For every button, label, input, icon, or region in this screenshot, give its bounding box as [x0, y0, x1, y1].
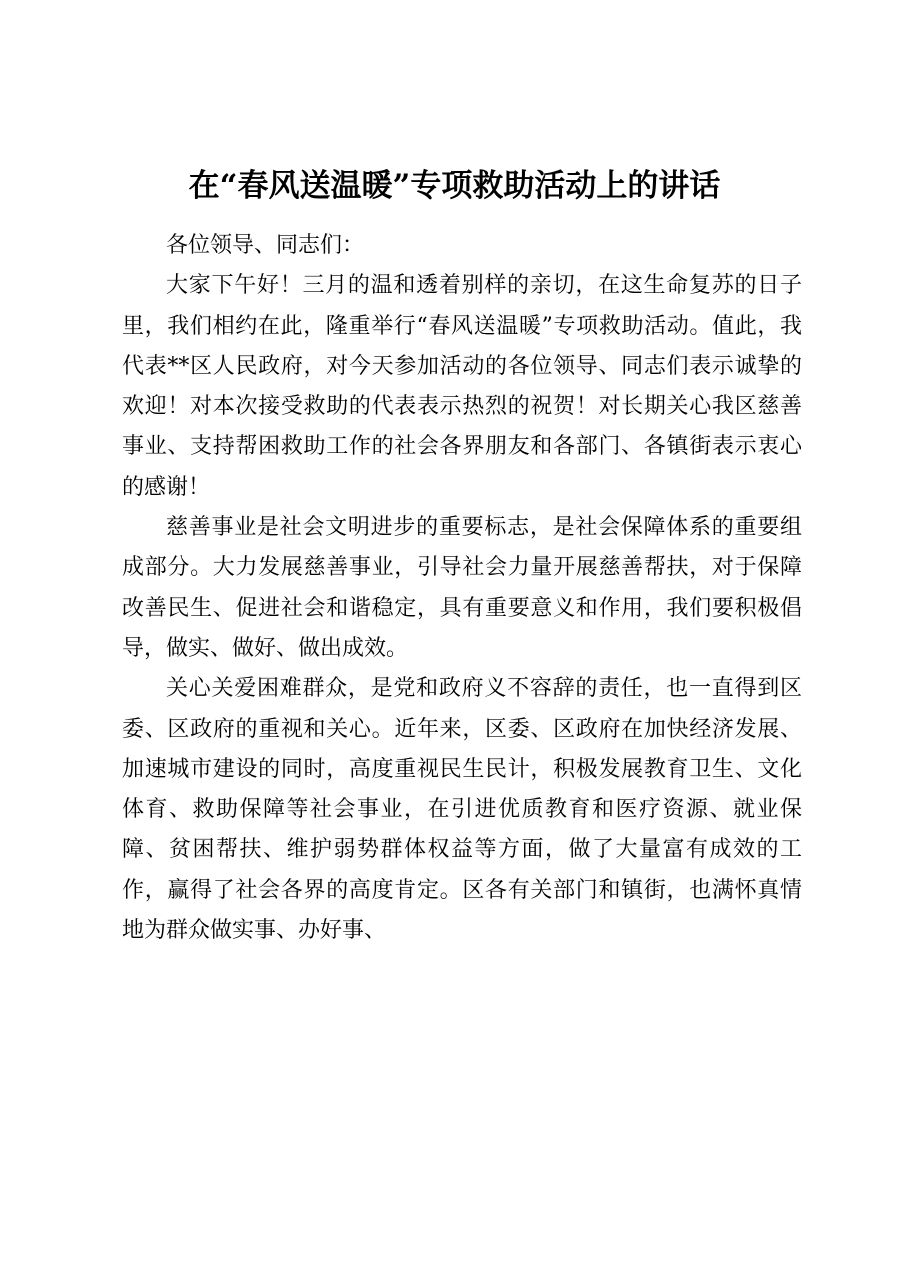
paragraph-1: 大家下午好！三月的温和透着别样的亲切，在这生命复苏的日子里，我们相约在此，隆重举行“春风送温暖”专项救助活动。值此，我代表**区人民政府，对今天参加活动的各位领导、同志们表示诚挚的欢迎！对本次接受救助的代表表示热烈的祝贺！对长期关心我区慈善事业、支持帮困救助工作的社会各界朋友和各部门、各镇街表示衷心的感谢！: [122, 273, 802, 500]
salutation: 各位领导、同志们：: [166, 233, 365, 258]
paragraph-2: 慈善事业是社会文明进步的重要标志，是社会保障体系的重要组成部分。大力发展慈善事业，引导社会力量开展慈善帮扶，对于保障改善民生、促进社会和谐稳定，具有重要意义和作用，我们要积极倡导，做实、做好、做出成效。: [122, 515, 802, 661]
document-title: 在“春风送温暖”专项救助活动上的讲话: [188, 168, 721, 204]
document-body: [122, 226, 802, 951]
paragraph-3: 关心关爱困难群众，是党和政府义不容辞的责任，也一直得到区委、区政府的重视和关心。近年来，区委、区政府在加快经济发展、加速城市建设的同时，高度重视民生民计，积极发展教育卫生、文化体育、救助保障等社会事业，在引进优质教育和医疗资源、就业保障、贫困帮扶、维护弱势群体权益等方面，做了大量富有成效的工作，赢得了社会各界的高度肯定。区各有关部门和镇街，也满怀真情地为群众做实事、办好事、: [122, 676, 802, 944]
